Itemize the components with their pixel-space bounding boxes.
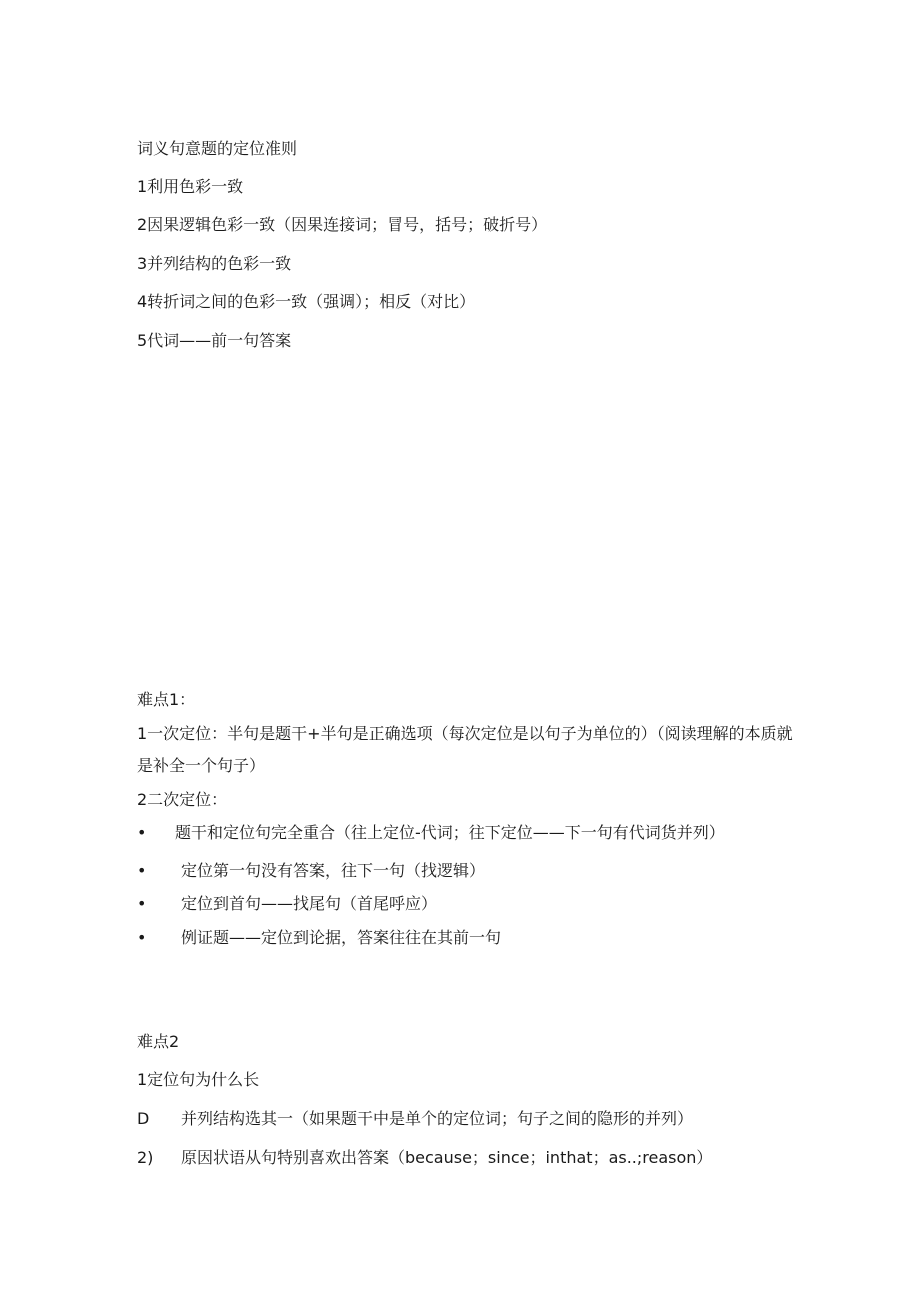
- bullet-marker: •: [137, 823, 147, 842]
- section1-item-3: 3并列结构的色彩一致: [137, 254, 292, 273]
- difficulty2-title: 难点2: [137, 1032, 180, 1051]
- bullet-item-2: 定位第一句没有答案，往下一句（找逻辑）: [181, 861, 486, 880]
- list-item-parallel: 并列结构选其一（如果题干中是单个的定位词；句子之间的隐形的并列）: [181, 1109, 694, 1128]
- difficulty2-item-1: 1定位句为什么长: [137, 1070, 260, 1089]
- list-item-cause: 原因状语从句特别喜欢出答案（because；since；inthat；as..;reason）: [181, 1148, 713, 1167]
- second-positioning: 2二次定位：: [137, 790, 228, 809]
- list-marker-d: D: [137, 1109, 150, 1128]
- section1-item-4: 4转折词之间的色彩一致（强调）；相反（对比）: [137, 292, 476, 311]
- list-marker-2: 2): [137, 1148, 154, 1167]
- bullet-marker: •: [137, 928, 147, 947]
- section1-item-5: 5代词——前一句答案: [137, 331, 292, 350]
- bullet-marker: •: [137, 894, 147, 913]
- section1-title: 词义句意题的定位准则: [137, 139, 298, 158]
- first-positioning: 1一次定位：半句是题干+半句是正确选项（每次定位是以句子为单位的）（阅读理解的本质就是补全一个句子）: [137, 724, 793, 775]
- bullet-item-1: 题干和定位句完全重合（往上定位-代词；往下定位——下一句有代词货并列）: [175, 823, 725, 842]
- bullet-item-4: 例证题——定位到论据，答案往往在其前一句: [181, 928, 502, 947]
- bullet-item-3: 定位到首句——找尾句（首尾呼应）: [181, 894, 438, 913]
- difficulty1-title: 难点1：: [137, 690, 196, 709]
- section1-item-1: 1利用色彩一致: [137, 177, 244, 196]
- section1-item-2: 2因果逻辑色彩一致（因果连接词；冒号，括号；破折号）: [137, 215, 548, 234]
- bullet-marker: •: [137, 861, 147, 880]
